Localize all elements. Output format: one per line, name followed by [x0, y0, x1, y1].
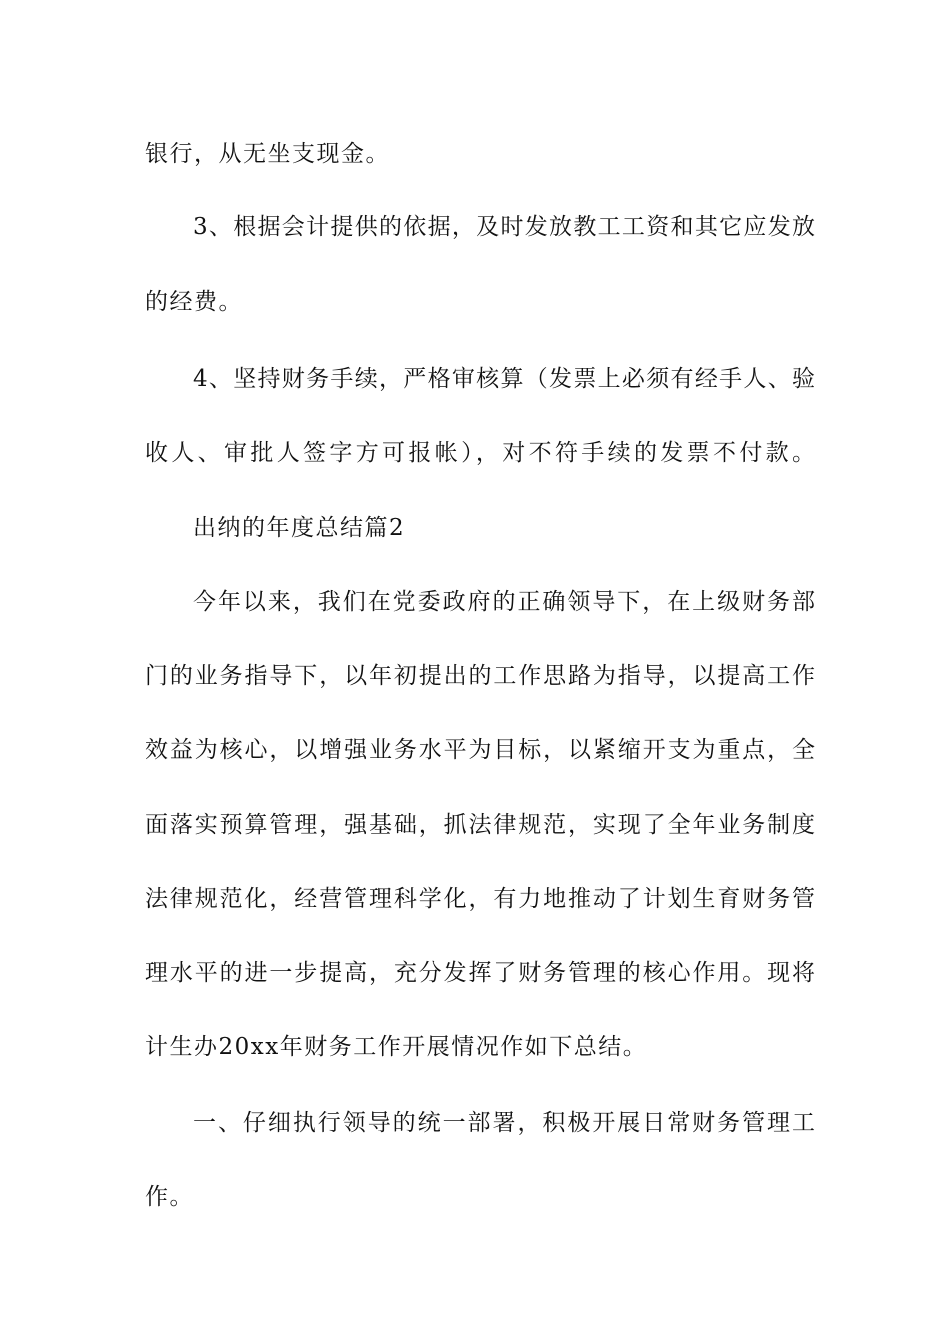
text-line: 计生办20xx年财务工作开展情况作如下总结。 [145, 1034, 648, 1060]
text-line: 今年以来，我们在党委政府的正确领导下，在上级财务部 [193, 589, 815, 615]
text-line: 门的业务指导下，以年初提出的工作思路为指导，以提高工作 [145, 663, 815, 689]
section-heading: 出纳的年度总结篇2 [193, 515, 406, 541]
text-line: 理水平的进一步提高，充分发挥了财务管理的核心作用。现将 [145, 960, 815, 986]
text-line: 银行，从无坐支现金。 [145, 141, 390, 167]
text-line: 效益为核心，以增强业务水平为目标，以紧缩开支为重点，全 [145, 737, 815, 763]
text-line: 4、坚持财务手续，严格审核算（发票上必须有经手人、验 [193, 366, 815, 392]
list-item-heading: 一、仔细执行领导的统一部署，积极开展日常财务管理工 [193, 1110, 815, 1136]
text-line: 收人、审批人签字方可报帐），对不符手续的发票不付款。 [145, 440, 815, 466]
text-line: 法律规范化，经营管理科学化，有力地推动了计划生育财务管 [145, 886, 815, 912]
text-line: 的经费。 [145, 289, 243, 315]
text-line: 面落实预算管理，强基础，抓法律规范，实现了全年业务制度 [145, 812, 815, 838]
text-line: 作。 [145, 1184, 194, 1210]
text-line: 3、根据会计提供的依据，及时发放教工工资和其它应发放 [193, 214, 815, 240]
